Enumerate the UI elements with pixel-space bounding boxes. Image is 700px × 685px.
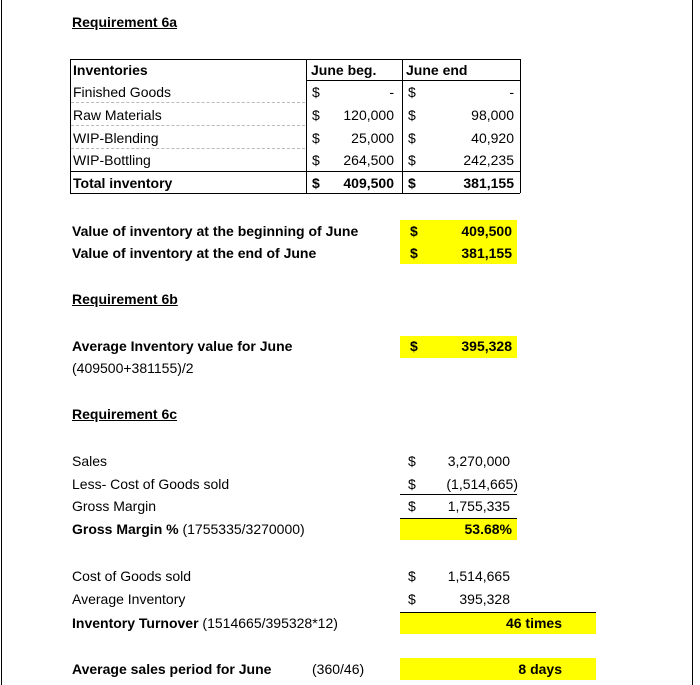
heading-6b: Requirement 6b bbox=[72, 291, 178, 307]
label-gross-margin-pct-bold: Gross Margin % bbox=[72, 521, 179, 537]
label-inventory-turnover bbox=[72, 614, 338, 632]
header-divider bbox=[306, 80, 520, 81]
row-label-raw-materials: Raw Materials bbox=[73, 107, 162, 123]
label-average-sales-period: Average sales period for June bbox=[72, 661, 272, 677]
cell-currency: $ bbox=[408, 175, 416, 191]
cell-currency: $ bbox=[312, 84, 320, 100]
value-average-sales-period: 8 days bbox=[518, 661, 562, 677]
cell-wip-bottling-end: 242,235 bbox=[463, 152, 514, 168]
value-sales: 3,270,000 bbox=[447, 453, 510, 469]
cell-wip-blending-beg: 25,000 bbox=[351, 130, 394, 146]
value-cogs: (1,514,665) bbox=[446, 476, 518, 492]
label-gross-margin-pct bbox=[72, 520, 305, 538]
table-left-border bbox=[70, 59, 71, 193]
label-value-end: Value of inventory at the end of June bbox=[72, 245, 317, 261]
currency-value-end: $ bbox=[410, 245, 418, 261]
label-cogs-2: Cost of Goods sold bbox=[72, 568, 192, 584]
table-bottom-border bbox=[70, 193, 520, 194]
cell-total-end: 381,155 bbox=[463, 175, 514, 191]
formula-average-inventory: (409500+381155)/2 bbox=[72, 360, 194, 376]
cell-currency: $ bbox=[312, 130, 320, 146]
cell-currency: $ bbox=[408, 107, 416, 123]
value-cogs-2: 1,514,665 bbox=[447, 568, 510, 584]
cell-total-beg: 409,500 bbox=[343, 175, 394, 191]
cell-raw-materials-beg: 120,000 bbox=[343, 107, 394, 123]
table-right-border bbox=[520, 59, 521, 193]
label-average-inventory-2: Average Inventory bbox=[72, 591, 186, 607]
value-average-inventory-2: 395,328 bbox=[459, 591, 510, 607]
total-divider bbox=[70, 171, 520, 172]
currency-cogs: $ bbox=[408, 476, 416, 492]
gridline bbox=[71, 125, 305, 126]
currency-value-begin: $ bbox=[410, 223, 418, 239]
gridline bbox=[71, 102, 305, 103]
heading-6a: Requirement 6a bbox=[72, 14, 178, 30]
label-inventory-turnover-formula: (1514665/395328*12) bbox=[198, 615, 338, 631]
gross-margin-underline bbox=[400, 518, 517, 519]
heading-6c: Requirement 6c bbox=[72, 406, 178, 422]
cogs-underline bbox=[400, 494, 517, 495]
currency-sales: $ bbox=[408, 453, 416, 469]
value-begin: 409,500 bbox=[461, 223, 512, 239]
cell-currency: $ bbox=[312, 175, 320, 191]
spreadsheet bbox=[60, 0, 580, 685]
value-gross-margin: 1,755,335 bbox=[447, 498, 510, 514]
value-gross-margin-pct: 53.68% bbox=[464, 521, 512, 537]
label-gross-margin: Gross Margin bbox=[72, 498, 157, 514]
col-divider-2 bbox=[402, 59, 403, 193]
value-average-inventory: 395,328 bbox=[461, 338, 512, 354]
cell-currency: $ bbox=[312, 107, 320, 123]
currency-cogs-2: $ bbox=[408, 568, 416, 584]
cell-wip-bottling-beg: 264,500 bbox=[343, 152, 394, 168]
cell-currency: $ bbox=[408, 130, 416, 146]
cell-finished-goods-end: - bbox=[509, 84, 514, 100]
col-divider-1 bbox=[306, 59, 307, 193]
table-top-border bbox=[70, 59, 520, 60]
currency-average-inventory: $ bbox=[410, 338, 418, 354]
col-header-june-end: June end bbox=[406, 62, 468, 78]
label-value-begin: Value of inventory at the beginning of June bbox=[72, 223, 359, 239]
label-average-inventory: Average Inventory value for June bbox=[72, 338, 293, 354]
label-cogs: Less- Cost of Goods sold bbox=[72, 476, 230, 492]
currency-average-inventory-2: $ bbox=[408, 591, 416, 607]
value-inventory-turnover: 46 times bbox=[505, 615, 562, 631]
cell-finished-goods-beg: - bbox=[389, 84, 394, 100]
label-sales: Sales bbox=[72, 453, 108, 469]
cell-currency: $ bbox=[312, 152, 320, 168]
currency-gross-margin: $ bbox=[408, 498, 416, 514]
cell-wip-blending-end: 40,920 bbox=[471, 130, 514, 146]
cell-currency: $ bbox=[408, 84, 416, 100]
row-label-finished-goods: Finished Goods bbox=[73, 84, 172, 100]
col-header-inventories: Inventories bbox=[73, 62, 148, 78]
row-label-total-inventory: Total inventory bbox=[73, 175, 173, 191]
label-inventory-turnover-bold: Inventory Turnover bbox=[72, 615, 199, 631]
row-label-wip-bottling: WIP-Bottling bbox=[73, 152, 151, 168]
row-label-wip-blending: WIP-Blending bbox=[73, 130, 159, 146]
turnover-top-border bbox=[400, 612, 596, 613]
right-border-line bbox=[692, 0, 693, 685]
value-end: 381,155 bbox=[461, 245, 512, 261]
label-gross-margin-pct-formula: (1755335/3270000) bbox=[178, 521, 305, 537]
cell-currency: $ bbox=[408, 152, 416, 168]
left-border-line bbox=[1, 0, 2, 685]
gridline bbox=[71, 148, 305, 149]
col-header-june-beg: June beg. bbox=[311, 62, 377, 78]
formula-average-sales-period: (360/46) bbox=[312, 661, 365, 677]
cell-raw-materials-end: 98,000 bbox=[471, 107, 514, 123]
